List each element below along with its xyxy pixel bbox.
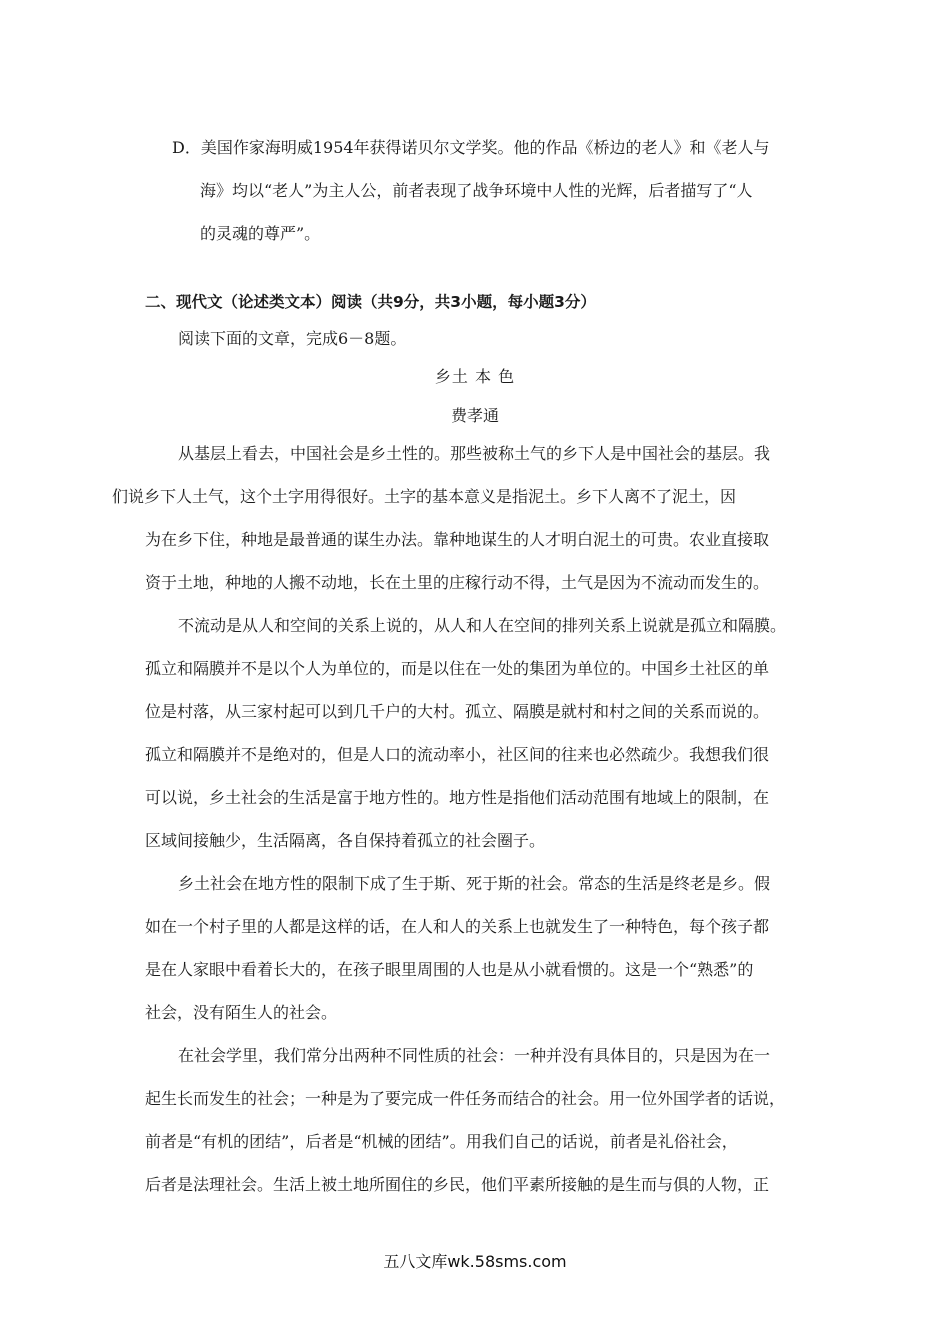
paragraph-4	[145, 1034, 809, 1206]
paragraph-1	[112, 432, 809, 604]
reading-instruction: 阅读下面的文章，完成6－8题。	[178, 329, 407, 348]
option-d-line-3: 的灵魂的尊严”。	[200, 224, 321, 243]
footer-watermark: 五八文库wk.58sms.com	[383, 1252, 567, 1271]
text-line: 孤立和隔膜并不是绝对的，但是人口的流动率小，社区间的往来也必然疏少。我想我们很	[145, 745, 770, 764]
option-d	[172, 126, 812, 255]
text-line: 位是村落，从三家村起可以到几千户的大村。孤立、隔膜是就村和村之间的关系而说的。	[145, 702, 770, 721]
text-line: 区域间接触少，生活隔离，各自保持着孤立的社会圈子。	[145, 831, 546, 850]
paragraph-2	[145, 604, 809, 862]
article-author: 费孝通	[450, 406, 499, 425]
text-line: 孤立和隔膜并不是以个人为单位的，而是以住在一处的集团为单位的。中国乡土社区的单	[145, 659, 770, 678]
text-line: 乡土社会在地方性的限制下成了生于斯、死于斯的社会。常态的生活是终老是乡。假	[178, 874, 771, 893]
text-line: 是在人家眼中看着长大的，在孩子眼里周围的人也是从小就看惯的。这是一个“熟悉”的	[145, 960, 754, 979]
text-line: 不流动是从人和空间的关系上说的，从人和人在空间的排列关系上说就是孤立和隔膜。	[178, 616, 787, 635]
text-line: 从基层上看去，中国社会是乡土性的。那些被称土气的乡下人是中国社会的基层。我	[178, 444, 771, 463]
option-d-line-2: 海》均以“老人”为主人公，前者表现了战争环境中人性的光辉，后者描写了“人	[200, 181, 753, 200]
text-line: 后者是法理社会。生活上被土地所囿住的乡民，他们平素所接触的是生而与俱的人物，正	[145, 1175, 770, 1194]
article-body	[112, 432, 809, 1206]
paragraph-3	[145, 862, 809, 1034]
section-heading: 二、现代文（论述类文本）阅读（共9分，共3小题，每小题3分）	[145, 293, 596, 311]
text-line: 们说乡下人土气，这个土字用得很好。土字的基本意义是指泥土。乡下人离不了泥土，因	[112, 487, 737, 506]
text-line: 起生长而发生的社会；一种是为了要完成一件任务而结合的社会。用一位外国学者的话说，	[145, 1089, 786, 1108]
text-line: 社会，没有陌生人的社会。	[145, 1003, 338, 1022]
text-line: 为在乡下住，种地是最普通的谋生办法。靠种地谋生的人才明白泥土的可贵。农业直接取	[145, 530, 770, 549]
article-title: 乡土 本 色	[434, 367, 516, 386]
text-line: 资于土地，种地的人搬不动地，长在土里的庄稼行动不得，土气是因为不流动而发生的。	[145, 573, 770, 592]
text-line: 如在一个村子里的人都是这样的话，在人和人的关系上也就发生了一种特色，每个孩子都	[145, 917, 770, 936]
text-line: 在社会学里，我们常分出两种不同性质的社会：一种并没有具体目的，只是因为在一	[178, 1046, 771, 1065]
option-d-line-1: D．美国作家海明威1954年获得诺贝尔文学奖。他的作品《桥边的老人》和《老人与	[172, 138, 770, 157]
text-line: 前者是“有机的团结”，后者是“机械的团结”。用我们自己的话说，前者是礼俗社会，	[145, 1132, 738, 1151]
text-line: 可以说，乡土社会的生活是富于地方性的。地方性是指他们活动范围有地域上的限制，在	[145, 788, 770, 807]
